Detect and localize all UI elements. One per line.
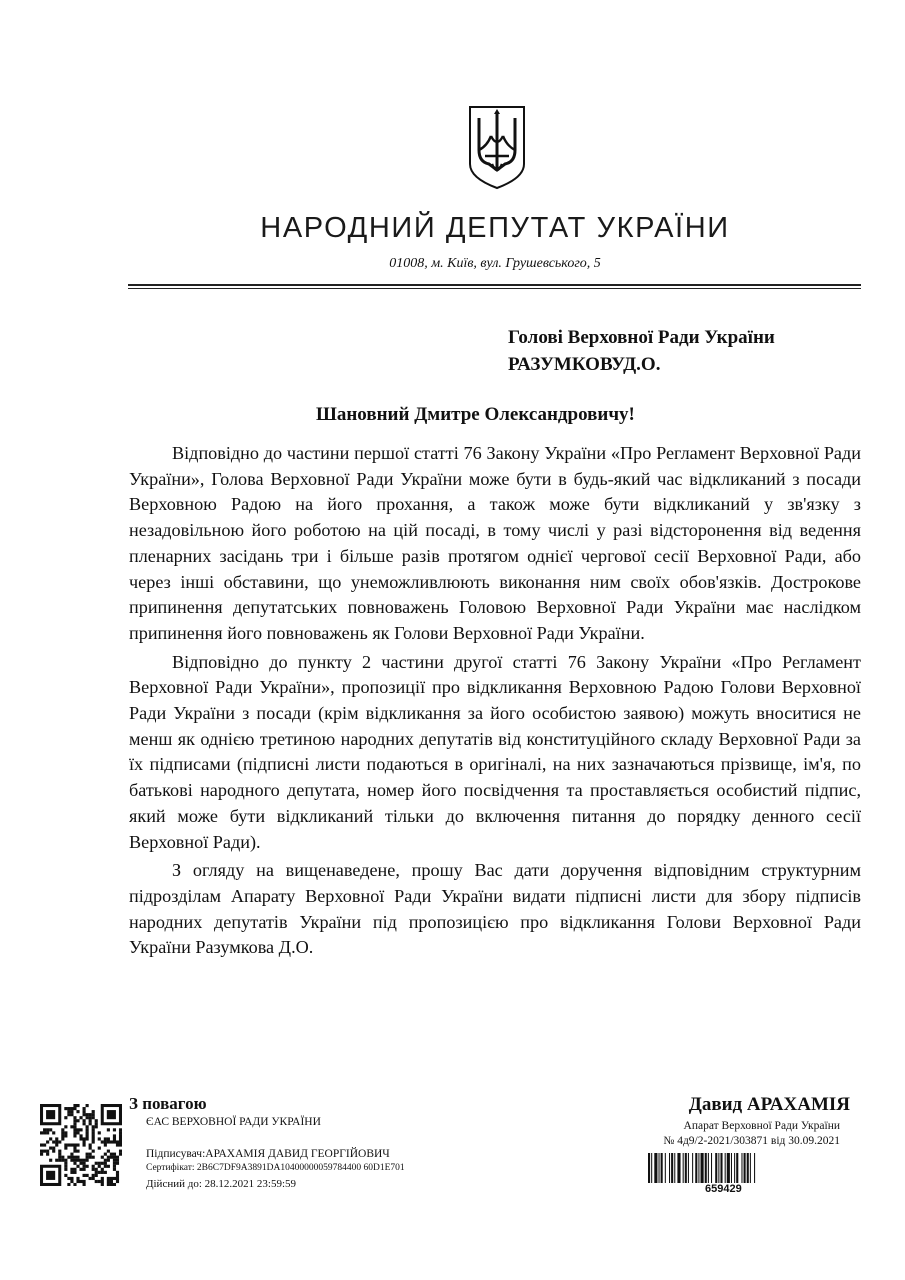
body-paragraph: Відповідно до частини першої статті 76 Закону України «Про Регламент Верховної Ради України», Голова Верховної Ради України може бути в будь-який час відкликаний з посади Верховною Радою на його прохання, а також може бути відкликаний у зв'язку з незадовільною його роботою на цій посаді, в тому числі у разі відсторонення від ведення пленарних засідань три і більше разів протягом однієї чергової сесії Верховної Ради, або через інші обставини, що унеможливлюють виконання ним своїх обов'язків. Дострокове припинення депутатських повноважень Головою Верховної Ради України має наслідком припинення його повноважень як Голови Верховної Ради України. bbox=[129, 443, 861, 643]
stamp-organization: ЄАС ВЕРХОВНОЇ РАДИ УКРАЇНИ bbox=[146, 1116, 321, 1128]
barcode-icon bbox=[648, 1153, 840, 1183]
signer-name: Давид АРАХАМІЯ bbox=[688, 1094, 850, 1115]
body-paragraph: Відповідно до пункту 2 частини другої статті 76 Закону України «Про Регламент Верховної Ради України», пропозиції про відкликання Верховною Радою Голови Верховної Ради України з посади (крім відкликання за його особистою заявою) можуть вноситися не менш як однією третиною народних депутатів від конституційного складу Верховної Ради за їх підписами (підписні листи подаються в оригіналі, на них зазначаються прізвище, ім'я, по батькові народного депутата, номер його посвідчення та проставляється особистий підпис, який може бути відкликаний тільки до включення питання до порядку денного сесії Верховної Ради). bbox=[129, 651, 861, 852]
stamp-valid-until: Дійсний до: 28.12.2021 23:59:59 bbox=[146, 1178, 297, 1190]
header-divider-thin bbox=[128, 288, 861, 289]
recipient-title: Голові Верховної Ради України bbox=[508, 327, 775, 348]
body-paragraph: З огляду на вищенаведене, прошу Вас дати доручення відповідним структурним підрозділам Апарату Верховної Ради України видати підписні листи для збору підписів народних депутатів України під пропозицією про відкликання Голови Верховної Ради України Разумкова Д.О. bbox=[129, 860, 861, 958]
address-line: 01008, м. Київ, вул. Грушевського, 5 bbox=[389, 256, 601, 271]
header-divider bbox=[128, 284, 861, 286]
qr-code-icon bbox=[40, 1104, 122, 1186]
stamp-certificate: Сертифікат: 2B6C7DF9A3891DA10400000059784400 60D1E701 bbox=[146, 1163, 405, 1173]
trident-emblem-icon bbox=[467, 104, 527, 190]
letter-body bbox=[129, 441, 861, 964]
barcode-number: 659429 bbox=[705, 1183, 742, 1195]
closing-regards: З повагою bbox=[129, 1094, 207, 1113]
recipient-name: РАЗУМКОВУД.О. bbox=[508, 354, 661, 375]
registration-number: № 4д9/2-2021/303871 від 30.09.2021 bbox=[663, 1135, 840, 1147]
registration-organization: Апарат Верховної Ради України bbox=[683, 1120, 840, 1132]
page-title: НАРОДНИЙ ДЕПУТАТ УКРАЇНИ bbox=[260, 212, 730, 244]
stamp-signer: Підписувач:АРАХАМІЯ ДАВИД ГЕОРГІЙОВИЧ bbox=[146, 1148, 390, 1160]
salutation: Шановний Дмитре Олександровичу! bbox=[316, 404, 635, 425]
